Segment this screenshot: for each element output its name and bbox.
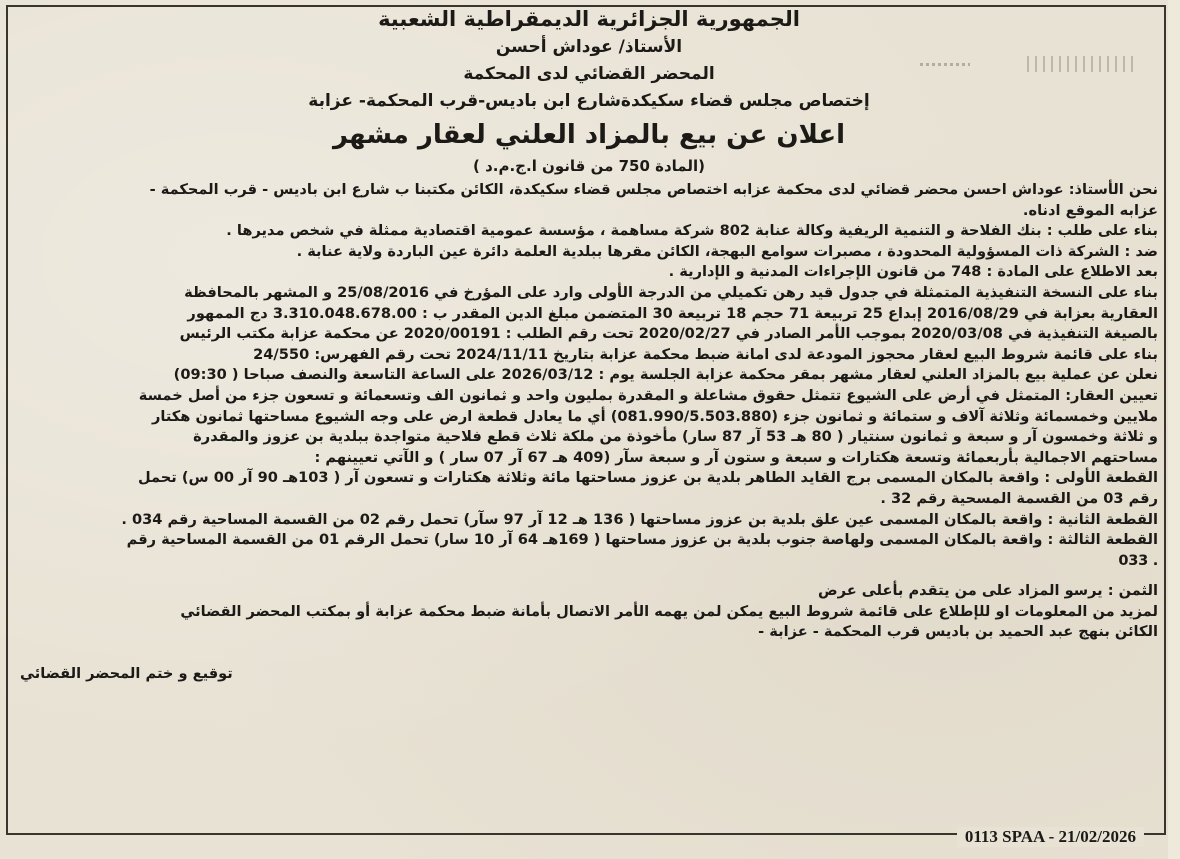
- body-line: . 033: [1118, 551, 1158, 569]
- body-line: ملايين وخمسمائة وثلاثة آلاف و ستمائة و ثمانون جزء (081.990/5.503.880) أي ما يعادل قطعة ارض على وجه الشيوع مساحتها ثمانون هكتار: [151, 407, 1158, 425]
- body-line: نحن الأستاذ: عوداش احسن محضر قضائي لدى محكمة عزابه اختصاص مجلس قضاء سكيكدة، الكائن مكتبنا ب شارع ابن باديس - قرب المحكمة -: [149, 181, 1158, 198]
- contact-line: لمزيد من المعلومات او للإطلاع على قائمة شروط البيع يمكن لمن يهمه الأمر الاتصال بأمانة ضبط محكمة عزابة أو بمكتب المحضر القضائي: [180, 602, 1158, 620]
- legal-article-reference: (المادة 750 من قانون ا.ج.م.د ): [473, 157, 705, 175]
- body-line: بناء على طلب : بنك الفلاحة و التنمية الريفية وكالة عنابة 802 شركة مساهمة ، مؤسسة عمومية اقتصادية ممثلة في شخص مديرها .: [226, 222, 1158, 240]
- bailiff-name: الأستاذ/ عوداش أحسن: [495, 37, 683, 57]
- signature-block: [20, 663, 1158, 685]
- jurisdiction-line: إختصاص مجلس قضاء سكيكدةشارع ابن باديس-قرب المحكمة- عزابة: [308, 91, 870, 111]
- body-line: نعلن عن عملية بيع بالمزاد العلني لعقار مشهر بمقر محكمة عزابة الجلسة يوم : 2026/03/12 على الساعة التاسعة والنصف صباحا ( 09:30): [173, 366, 1158, 384]
- signature-label: توقيع و ختم المحضر القضائي: [20, 665, 233, 683]
- body-line: بناء على قائمة شروط البيع لعقار محجوز المودعة لدى امانة ضبط محكمة عزابة بتاريخ 2024/11/11 تحت رقم الفهرس: 24/550: [253, 345, 1158, 363]
- body-line: القطعة الثانية : واقعة بالمكان المسمى عين علق بلدية بن عزوز مساحتها ( 136 هـ 12 آر 97 سآر) تحمل رقم 02 من القسمة المساحية رقم 034 .: [121, 510, 1158, 528]
- notice-title: اعلان عن بيع بالمزاد العلني لعقار مشهر: [332, 120, 845, 150]
- price-line: الثمن : يرسو المزاد على من يتقدم بأعلى عرض: [818, 582, 1158, 600]
- body-line: القطعة الثالثة : واقعة بالمكان المسمى ولهاصة جنوب بلدية بن عزوز مساحتها ( 169هـ 64 آر 10 سار) تحمل الرقم 01 من القسمة المساحية رقم: [126, 531, 1158, 549]
- page-edge-strip: [1168, 0, 1180, 859]
- frame-corner-tick: [1146, 833, 1160, 835]
- body-line: مساحتهم الاجمالية بأربعمائة وتسعة هكتارات و سبعة و ستون آر و سبعة سآر (409 هـ 67 آر 07 سار ) و الآتي تعيينهم :: [314, 448, 1158, 466]
- auction-notice: [20, 4, 1158, 685]
- body-line: رقم 03 من القسمة المسحية رقم 32 .: [880, 489, 1158, 507]
- body-line: بالصيغة التنفيذية في 2020/03/08 بموجب الأمر الصادر في 2020/02/27 تحت رقم الطلب : 2020/00191 عن محكمة عزابة مكتب الرئيس: [179, 325, 1158, 343]
- republic-heading: الجمهورية الجزائرية الديمقراطية الشعبية: [378, 7, 800, 31]
- bailiff-role: المحضر القضائي لدى المحكمة: [463, 64, 715, 84]
- body-line: و ثلاثة وخمسون آر و سبعة و ثمانون سنتيار ( 80 هـ 53 آر 87 سار) مأخوذة من ملكة ثلاث قطع فلاحية متواجدة ببلدية بن عزوز والمقدرة: [193, 428, 1158, 446]
- body-line: تعيين العقار: المتمثل في أرض على الشيوع تتمثل حقوق مشاعلة و المقدرة بمليون واحد و ثمانون الف وتسعمائة و تسعون جزء من أصل خمسة: [138, 386, 1158, 404]
- address-line: الكائن بنهج عبد الحميد بن باديس قرب المحكمة - عزابة -: [758, 623, 1158, 641]
- closing-section: [20, 581, 1158, 643]
- publication-reference: 0113 SPAA - 21/02/2026: [957, 827, 1144, 847]
- body-line: ضد : الشركة ذات المسؤولية المحدودة ، مصبرات سوامع البهجة، الكائن مقرها ببلدية العلمة دائرة عين الباردة ولاية عنابة .: [296, 242, 1158, 260]
- body-line: بعد الاطلاع على المادة : 748 من قانون الإجراءات المدنية و الإدارية .: [668, 263, 1158, 281]
- body-line: العقارية بعزابة في 2016/08/29 إبداع 25 تربيعة 71 حجم 18 تربيعة 30 المتضمن مبلغ الدين المقدر ب : 3.310.048.678.00 دج الممهور: [187, 304, 1158, 322]
- body-line: عزابه الموقع ادناه.: [1022, 201, 1158, 219]
- body-line: القطعة الأولى : واقعة بالمكان المسمى برج القايد الطاهر بلدية بن عزوز مساحتها مائة وثلاثة هكتارات و تسعون آر ( 103هـ 90 آر 00 س) تحمل: [137, 469, 1158, 487]
- notice-body: [20, 180, 1158, 571]
- body-line: بناء على النسخة التنفيذية المتمثلة في جدول قيد رهن تكميلي من الدرجة الأولى وارد على المؤرخ في 25/08/2016 و المشهر بالمحافظة: [184, 283, 1158, 301]
